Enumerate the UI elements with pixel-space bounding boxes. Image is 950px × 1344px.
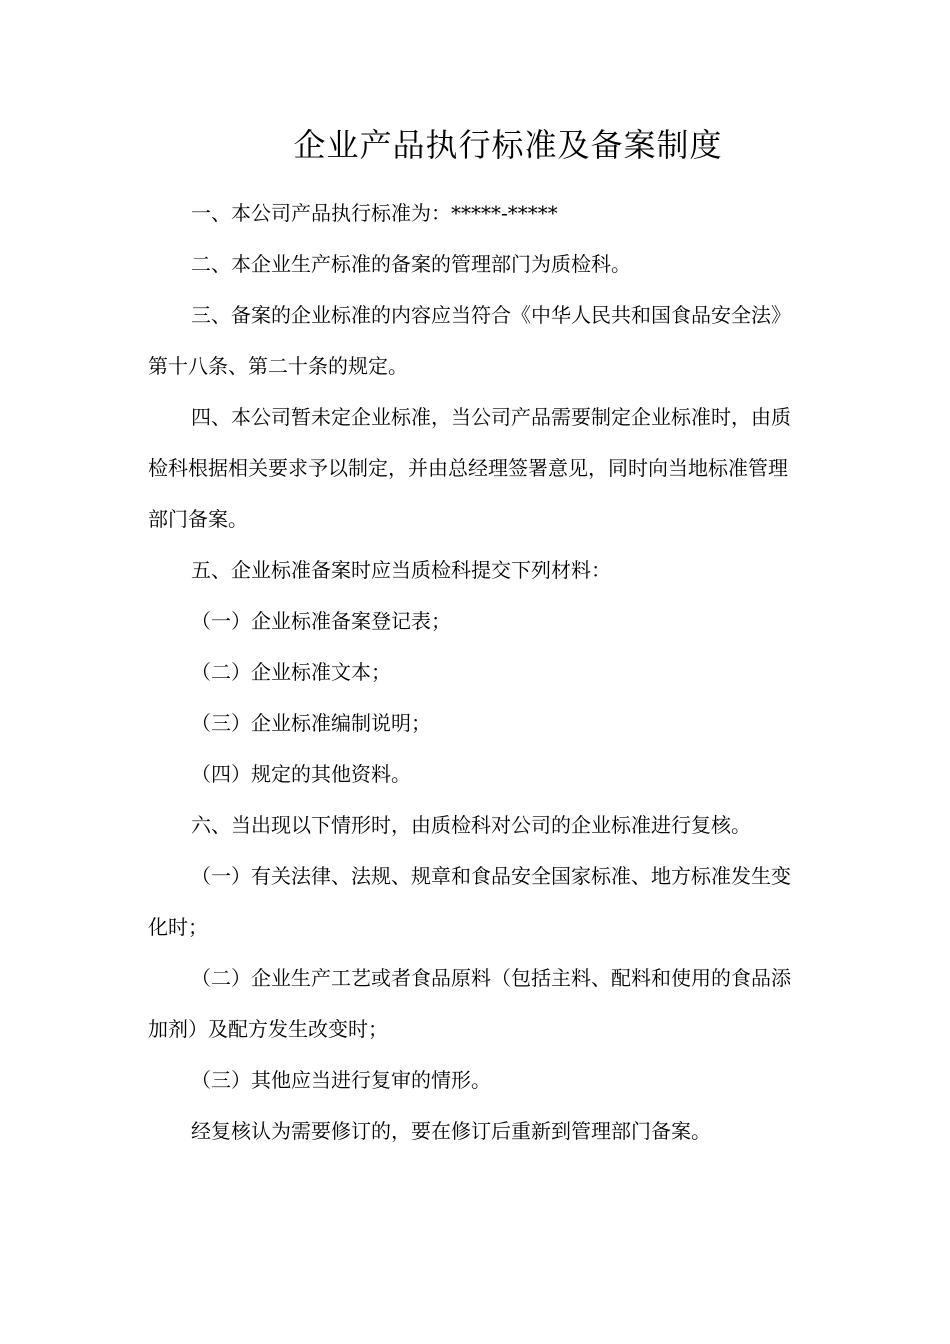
paragraph-2: 二、本企业生产标准的备案的管理部门为质检科。 <box>191 252 631 276</box>
paragraph-5: 五、企业标准备案时应当质检科提交下列材料： <box>191 558 611 582</box>
paragraph-4: 四、本公司暂未定企业标准，当公司产品需要制定企业标准时，由质检科根据相关要求予以制定，并由总经理签署意见，同时向当地标准管理部门备案。 <box>148 405 791 531</box>
paragraph-6: 六、当出现以下情形时，由质检科对公司的企业标准进行复核。 <box>191 813 751 837</box>
list-item-6: （二）企业生产工艺或者食品原料（包括主料、配料和使用的食品添加剂）及配方发生改变时； <box>148 966 791 1041</box>
document-title: 企业产品执行标准及备案制度 <box>293 126 723 164</box>
list-item-3: （三）企业标准编制说明； <box>191 711 431 735</box>
list-item-7: （三）其他应当进行复审的情形。 <box>191 1068 491 1092</box>
list-item-5: （一）有关法律、法规、规章和食品安全国家标准、地方标准发生变化时； <box>148 864 791 939</box>
paragraph-7: 经复核认为需要修订的，要在修订后重新到管理部门备案。 <box>191 1119 711 1143</box>
paragraph-1: 一、本公司产品执行标准为：*****-***** <box>191 201 558 225</box>
paragraph-3: 三、备案的企业标准的内容应当符合《中华人民共和国食品安全法》第十八条、第二十条的规定。 <box>148 303 791 378</box>
document-body <box>148 188 798 1157</box>
list-item-2: （二）企业标准文本； <box>191 660 391 684</box>
list-item-1: （一）企业标准备案登记表； <box>191 609 451 633</box>
list-item-4: （四）规定的其他资料。 <box>191 762 411 786</box>
